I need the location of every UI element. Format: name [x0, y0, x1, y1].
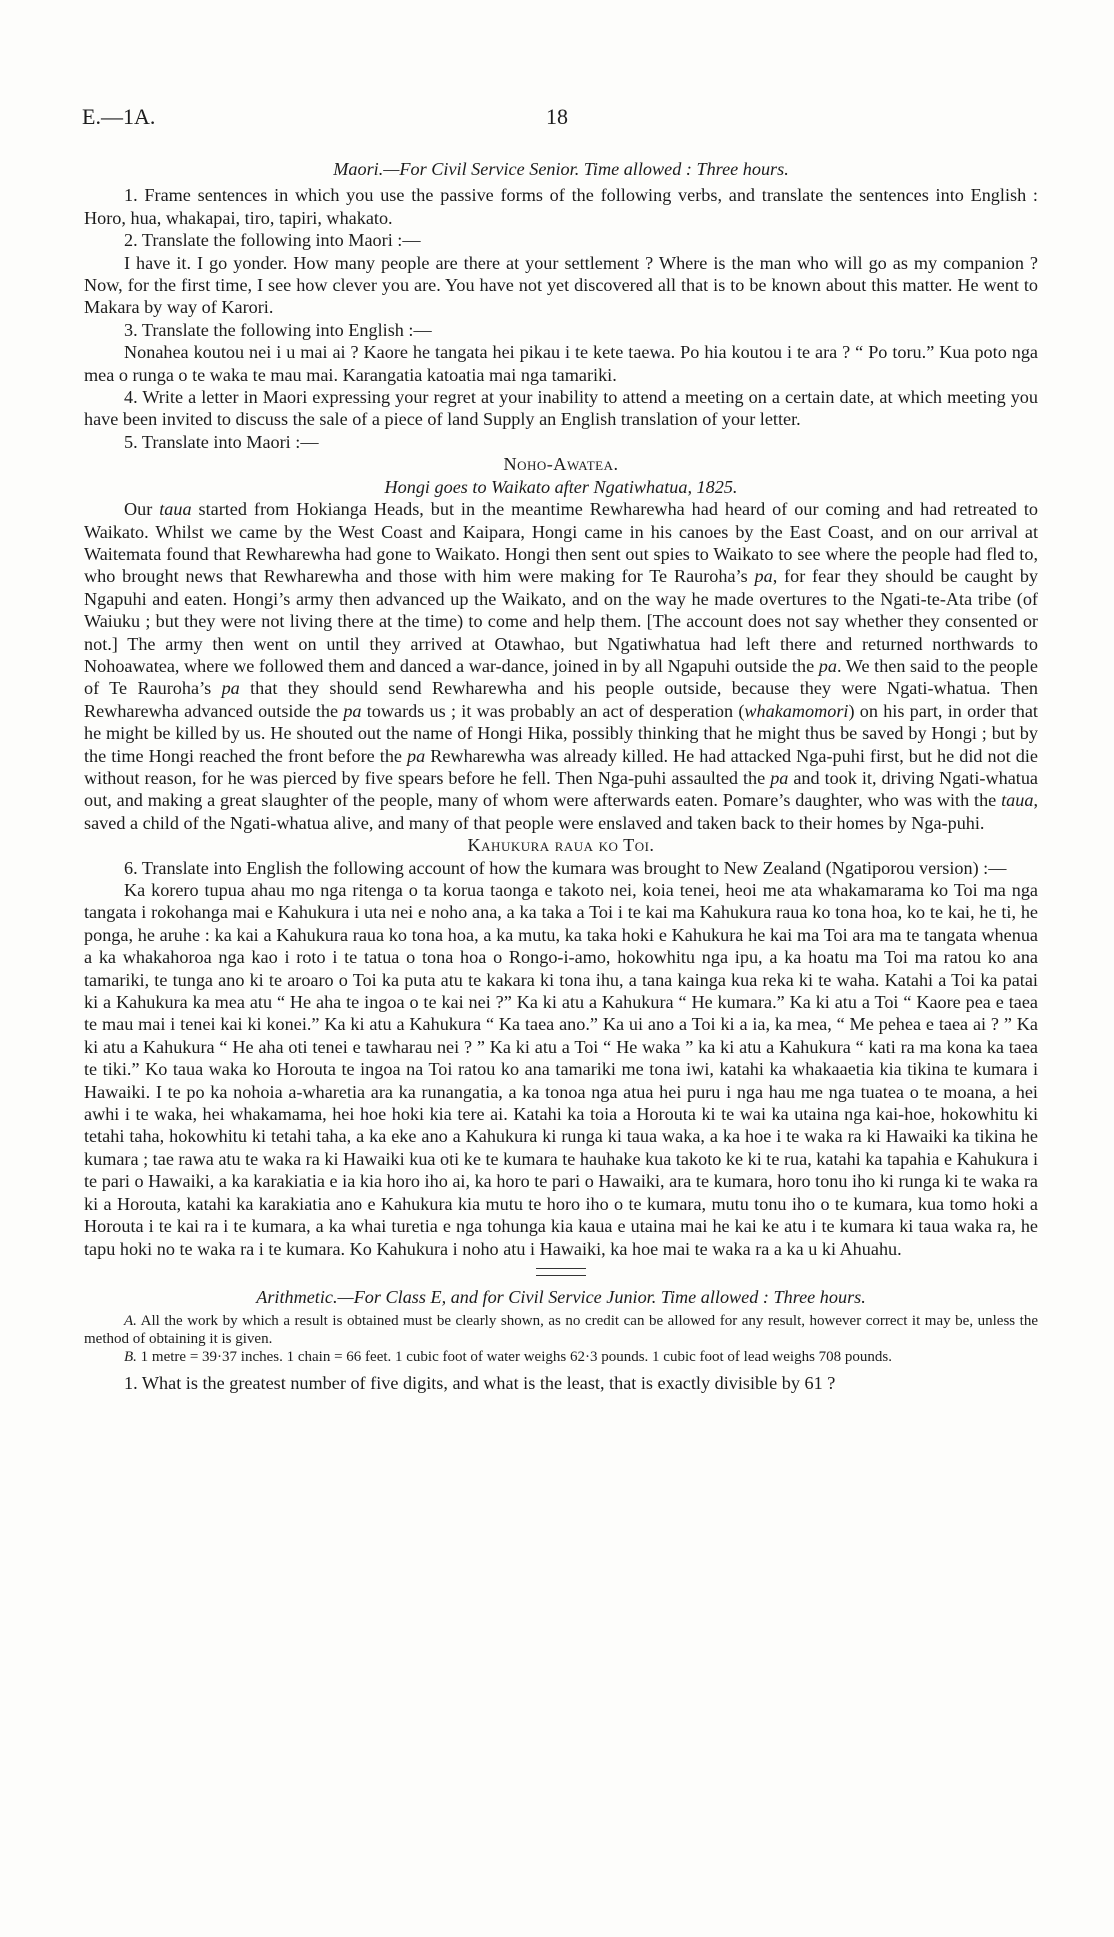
question-5-passage: Our taua started from Hokianga Heads, but in the meantime Rewharewha had heard of our coming and had retreated to Waikato. Whilst we came by the West Coast and Kaipara, Hongi came in his canoes by the East Coast, and on our arrival at Waitemata found that Rewharewha had gone to Waikato. Hongi then sent out spies to Waikato to see where the people had fled to, who brought news that Rewharewha and those with him were making for Te Rauroha’s pa, for fear they should be caught by Ngapuhi and eaten. Hongi’s army then advanced up the Waikato, and on the way he made overtures to the Ngati-te-Ata tribe (of Waiuku ; but they were not living there at the time) to come and help them. [The account does not say whether they consented or not.] The army then went on until they arrived at Otawhao, but Ngatiwhatua had left there and returned northwards to Nohoawatea, where we followed them and danced a war-dance, joined in by all Ngapuhi outside the pa. We then said to the people of Te Rauroha’s pa that they should send Rewharewha and his people outside, because they were Ngati-whatua. Then Rewharewha advanced outside the pa towards us ; it was probably an act of desperation (whakamomori) on his part, in order that he might be killed by us. He shouted out the name of Hongi Hika, possibly thinking that he might thus be saved by Hongi ; but by the time Hongi reached the front before the pa Rewharewha was already killed. He had attacked Nga-puhi first, but he did not die without reason, for he was pierced by five spears before he fell. Then Nga-puhi assaulted the pa and took it, driving Ngati-whatua out, and making a great slaughter of the people, many of whom were afterwards eaten. Pomare’s daughter, who was with the taua, saved a child of the Ngati-whatua alive, and many of that people were enslaved and taken back to their homes by Nga-puhi.	[84, 499, 1039, 833]
section-divider-2	[536, 1275, 586, 1276]
note-b: B. 1 metre = 39·37 inches. 1 chain = 66 feet. 1 cubic foot of water weighs 62·3 pounds. 1 cubic foot of lead weighs 708 pounds.	[124, 1349, 892, 1366]
page-number: 18	[546, 104, 568, 129]
question-4: 4. Write a letter in Maori expressing your regret at your inability to attend a meeting on a certain date, at which meeting you have been invited to discuss the sale of a piece of land Supply an English translation of your letter.	[84, 387, 1038, 430]
question-2-text: I have it. I go yonder. How many people are there at your settlement ? Where is the man who will go as my companion ? Now, for the first time, I see how clever you are. You have not yet discovered all that is to be known about this matter. He went to Makara by way of Karori.	[84, 252, 1038, 318]
arithmetic-section-heading: Arithmetic.—For Class E, and for Civil Service Junior. Time allowed : Three hours.	[256, 1286, 866, 1307]
question-1: 1. Frame sentences in which you use the passive forms of the following verbs, and translate the sentences into English : Horo, hua, whakapai, tiro, tapiri, whakato.	[84, 185, 1038, 228]
arithmetic-question-1: 1. What is the greatest number of five digits, and what is the least, that is exactly divisible by 61 ?	[124, 1373, 836, 1394]
section-divider	[536, 1268, 586, 1269]
question-5: 5. Translate into Maori :—	[124, 431, 319, 452]
passage-title-kahukura: Kahukura raua ko Toi.	[467, 835, 655, 856]
question-2: 2. Translate the following into Maori :—	[124, 230, 421, 251]
note-a: A. All the work by which a result is obtained must be clearly shown, as no credit can be allowed for any result, however correct it may be, unless the method of obtaining it is given.	[84, 1313, 1038, 1348]
question-6: 6. Translate into English the following account of how the kumara was brought to New Zealand (Ngatiporou version) :—	[124, 857, 1007, 878]
document-reference: E.—1A.	[82, 104, 156, 129]
passage-subtitle: Hongi goes to Waikato after Ngatiwhatua, 1825.	[384, 476, 738, 497]
passage-title-noho-awatea: Noho-Awatea.	[503, 454, 619, 475]
question-6-passage: Ka korero tupua ahau mo nga ritenga o ta korua taonga e takoto nei, koia tenei, heoi me ata whakamarama ko Toi ma nga tangata i rokohanga mai e Kahukura i uta nei e noho ana, a ka taka a Toi i te kai ma Kahukura raua ko tona hoa, ko te kai, he ti, he ponga, he aruhe : ka kai a Kahukura raua ko tona hoa, a ka mutu, ka taka hoki e Kahukura he kai ma Toi ara ma te tangata whenua a ka whakahoroa nga kao i roto i te tatua o tona hoa o Rongo-i-amo, hokowhitu nga ipu, a ka hoatu ma Toi ma ratou ko ana tamariki, te tunga ano ki te aroaro o Toi ka puta atu te kakara ki tona ihu, a tana kainga kua reka ki te waha. Katahi a Toi ka patai ki a Kahukura ka mea atu “ He aha te ingoa o te kai nei ?” Ka ki atu a Kahukura “ He kumara.” Ka ki atu a Toi “ Kaore pea e taea te mau mai i tenei kai ki konei.” Ka ki atu a Kahukura “ Ka taea ano.” Ka ui ano a Toi ki a ia, ka mea, “ Me pehea e taea ai ? ” Ka ki atu a Kahukura “ He aha oti tenei e tawharau nei ? ” Ka ki atu a Toi “ He waka ” ka ki atu a Kahukura “ kati ra ma kona ka taea te tiki.” Ko taua waka ko Horouta te ingoa na Toi ratou ko ana tamariki me tona iwi, katahi ka whakaaetia kia tikina te kumara i Hawaiki. I te po ka nohoia a-wharetia ara ka runangatia, a ka tonoa nga atua hei puru i nga hau me nga tuatea o te moana, a hei awhi i te waka, hei whakamama, hei hoe hoki kia tere ai. Katahi ka toia a Horouta ki te wai ka utaina nga kai-hoe, hokowhitu ki tetahi taha, hokowhitu ki tetahi taha, a ka eke ano a Kahukura ki runga ki taua waka, a ka hoe i te waka ra ki Hawaiki ka tikina he kumara ; tae rawa atu te waka ra ki Hawaiki kua oti ke te kumara te hauhake kua takoto ke ki te rua, katahi ka tapahia e Kahukura i te pari o Hawaiki, a ka karakiatia e ia kia horo iho ai, ka horo te pari o Hawaiki, ara te kumara, horo tonu iho ki runga ki te waka ra ki a Horouta, katahi ka karakiatia ano e Kahukura kia mutu te horo iho o te kumara, mutu tonu iho o te kumara, kua tomo hoki a Horouta i te kai ra i te kumara, a ka whai turetia e nga tohunga kia kaua e utaina mai he kai ke atu i te kumara ki taua waka ra, he tapu hoki no te waka ra i te kumara. Ko Kahukura i noho atu i Hawaiki, ka hoe mai te waka ra a ka u ki Ahuahu.	[84, 880, 1038, 1259]
question-3-text: Nonahea koutou nei i u mai ai ? Kaore he tangata hei pikau i te kete taewa. Po hia koutou i te ara ? “ Po toru.” Kua poto nga mea o runga o te waka te mau mai. Karangatia katoatia mai nga tamariki.	[84, 342, 1038, 385]
page-content	[84, 158, 1038, 1395]
maori-section-heading: Maori.—For Civil Service Senior. Time allowed : Three hours.	[333, 159, 789, 179]
question-3: 3. Translate the following into English :—	[124, 319, 432, 340]
